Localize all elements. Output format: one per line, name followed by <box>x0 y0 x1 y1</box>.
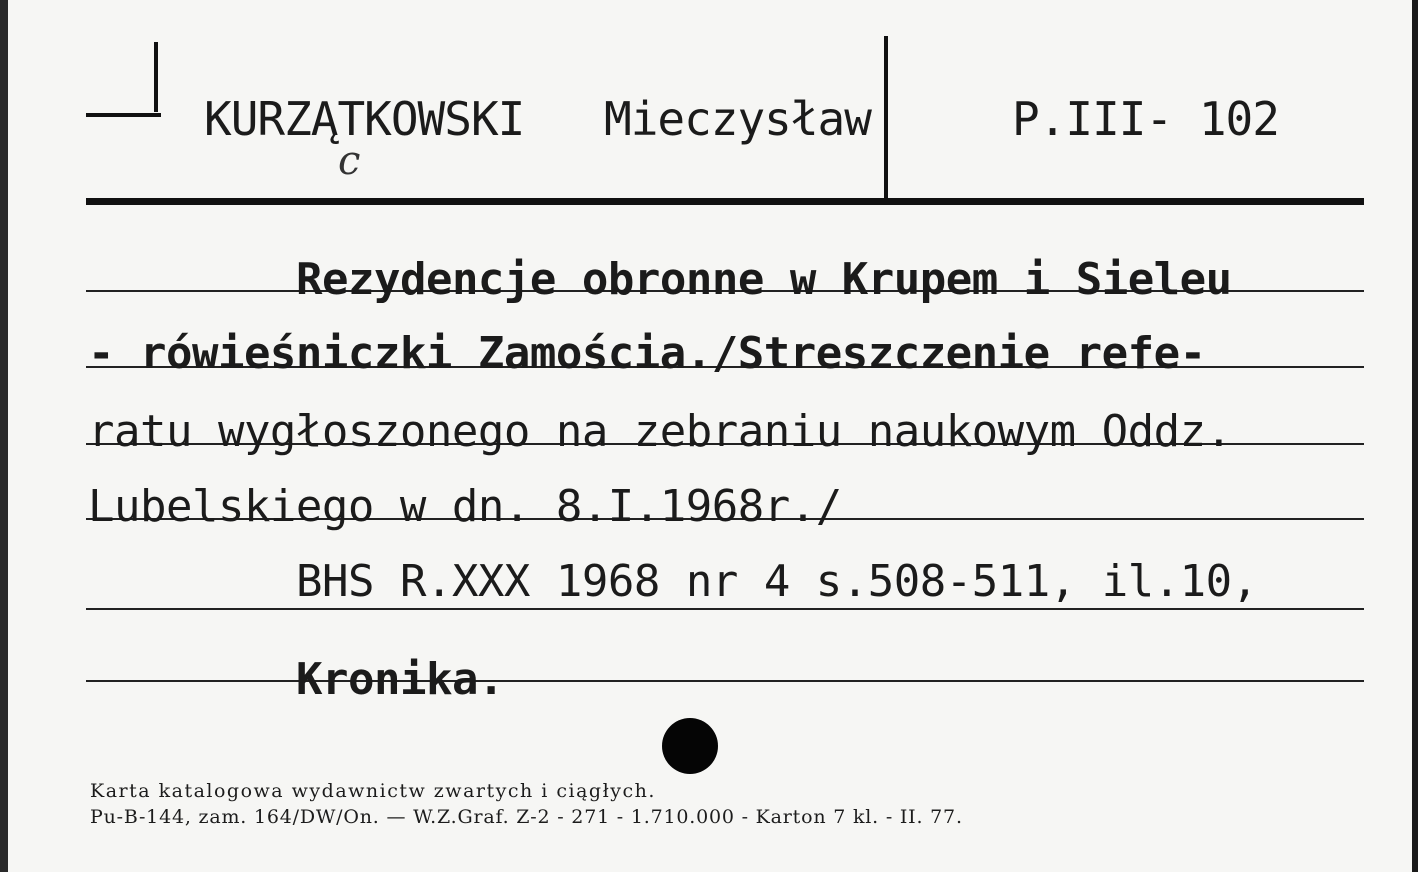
footer-line-2: Pu-B-144, zam. 164/DW/On. — W.Z.Graf. Z-2 - 271 - 1.710.000 - Karton 7 kl. - II. 77. <box>90 806 963 828</box>
card-right-edge <box>1412 0 1418 872</box>
handwritten-correction: c <box>338 138 361 184</box>
title-line-2: - rówieśniczki Zamościa./Streszczenie refe- <box>88 328 1206 379</box>
heading-rule <box>86 198 1364 205</box>
author-surname: KURZĄTKOWSKI <box>204 92 525 146</box>
section-line: Kronika. <box>296 654 504 705</box>
title-line-3: ratu wygłoszonego na zebraniu naukowym Oddz. <box>88 406 1232 457</box>
corner-mark-vertical <box>154 42 158 112</box>
title-line-4: Lubelskiego w dn. 8.I.1968r./ <box>88 481 842 532</box>
author-given-name: Mieczysław <box>604 92 871 146</box>
footer-line-1: Karta katalogowa wydawnictw zwartych i ciągłych. <box>90 780 656 802</box>
ruled-line <box>86 680 1364 682</box>
punch-hole <box>662 718 718 774</box>
heading-divider <box>884 36 888 200</box>
title-line-1: Rezydencje obronne w Krupem i Sieleu <box>296 254 1232 305</box>
shelfmark: P.III- 102 <box>1012 92 1279 146</box>
card-left-edge <box>0 0 8 872</box>
corner-mark-horizontal <box>86 113 161 117</box>
ruled-line <box>86 608 1364 610</box>
source-line: BHS R.XXX 1968 nr 4 s.508-511, il.10, <box>296 556 1258 607</box>
